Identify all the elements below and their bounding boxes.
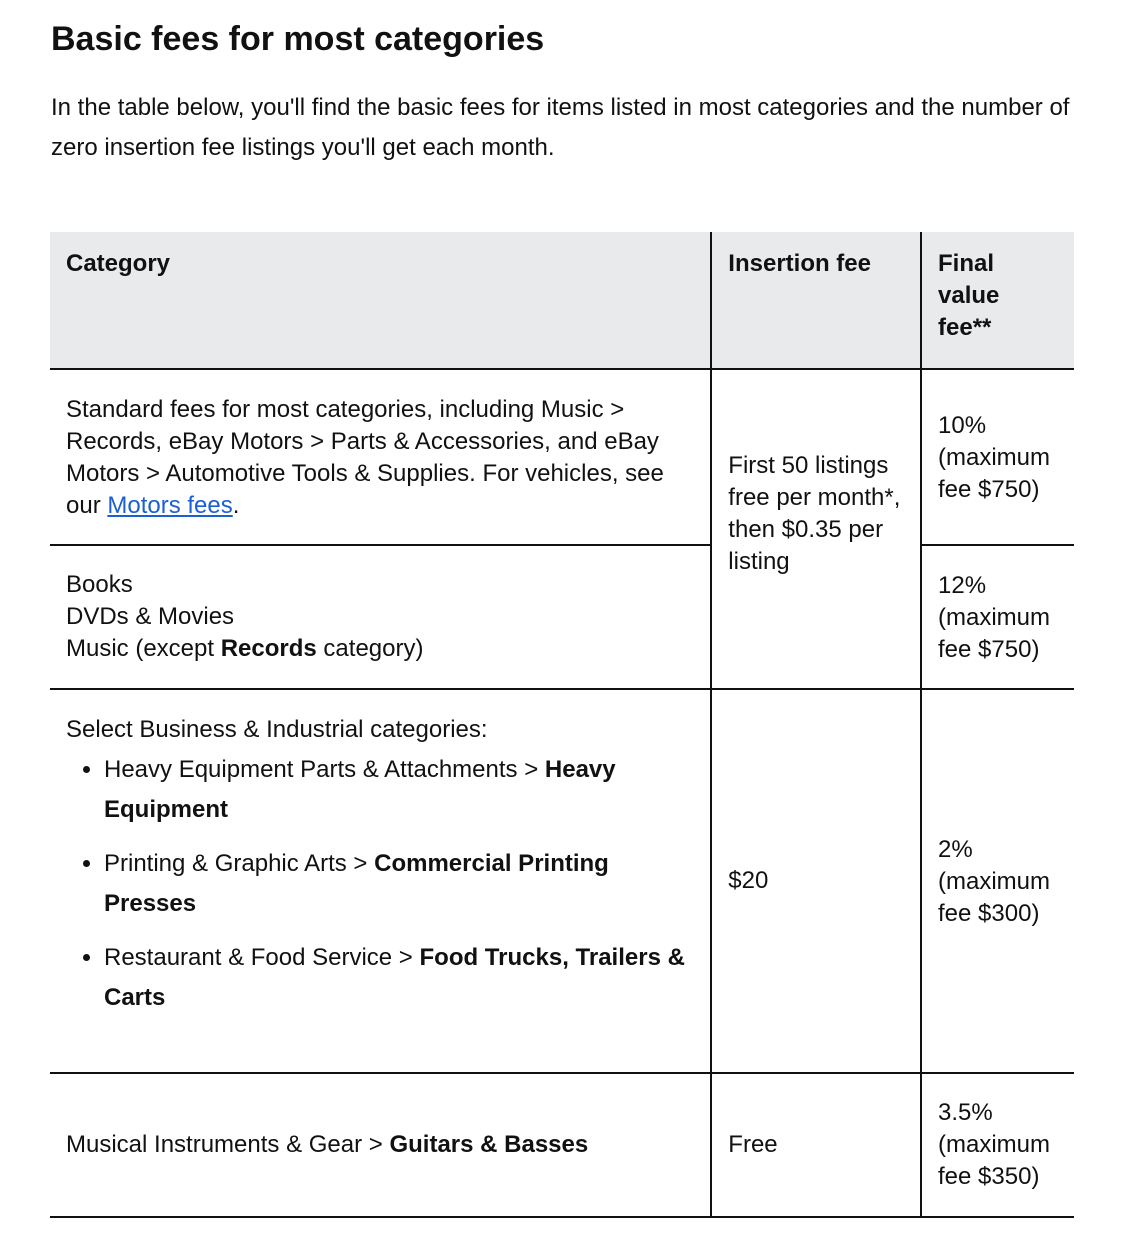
- table-row: [50, 545, 1074, 689]
- category-line-text: Music (except: [66, 635, 221, 662]
- final-value-fee-cell: 3.5% (maximum fee $350): [921, 1073, 1074, 1217]
- list-item-text: Printing & Graphic Arts >: [104, 850, 375, 877]
- category-line: Books: [66, 571, 133, 598]
- list-item: [104, 938, 694, 1018]
- table-row: [50, 689, 1074, 1073]
- header-insertion-fee: Insertion fee: [711, 232, 921, 369]
- category-line: [66, 633, 694, 665]
- list-item: [104, 750, 694, 830]
- header-final-value-fee: Final value fee**: [921, 232, 1074, 369]
- table-row: [50, 369, 1074, 545]
- category-cell: [50, 1073, 711, 1217]
- list-item-bold: Heavy Equipment: [104, 756, 616, 823]
- list-item: [104, 844, 694, 924]
- category-cell: [50, 369, 711, 545]
- category-cell: [50, 689, 711, 1073]
- list-item-bold: Commercial Printing Presses: [104, 850, 609, 917]
- list-item-text: Heavy Equipment Parts & Attachments >: [104, 756, 545, 783]
- category-line: DVDs & Movies: [66, 603, 235, 630]
- page-title: Basic fees for most categories: [51, 20, 545, 58]
- final-value-fee-cell: 10% (maximum fee $750): [921, 369, 1074, 545]
- insertion-fee-cell: First 50 listings free per month*, then $0.35 per listing: [711, 369, 921, 689]
- category-line-bold: Records: [220, 635, 317, 662]
- category-text: Standard fees for most categories, including Music > Records, eBay Motors > Parts & Accessories, and eBay Motors > Automotive Tools & Supplies. For vehicles, see our: [66, 396, 664, 519]
- final-value-fee-cell: 2% (maximum fee $300): [921, 689, 1074, 1073]
- category-bold: Guitars & Basses: [389, 1131, 589, 1158]
- category-list: [66, 750, 694, 1018]
- final-value-fee-cell: 12% (maximum fee $750): [921, 545, 1074, 689]
- table-header-row: [50, 232, 1074, 369]
- category-intro: Select Business & Industrial categories:: [66, 716, 488, 743]
- intro-paragraph: In the table below, you'll find the basic fees for items listed in most categories and the number of zero insertion fee listings you'll get each month.: [51, 94, 1070, 161]
- fees-table: [50, 232, 1074, 1218]
- category-text: Musical Instruments & Gear >: [66, 1131, 390, 1158]
- category-text-end: .: [232, 492, 240, 519]
- insertion-fee-cell: Free: [711, 1073, 921, 1217]
- header-category: Category: [50, 232, 711, 369]
- category-line-text: category): [316, 635, 424, 662]
- list-item-text: Restaurant & Food Service >: [104, 944, 420, 971]
- category-cell: [50, 545, 711, 689]
- table-row: [50, 1073, 1074, 1217]
- insertion-fee-cell: $20: [711, 689, 921, 1073]
- motors-fees-link[interactable]: Motors fees: [107, 492, 233, 519]
- list-item-bold: Food Trucks, Trailers & Carts: [104, 944, 685, 1011]
